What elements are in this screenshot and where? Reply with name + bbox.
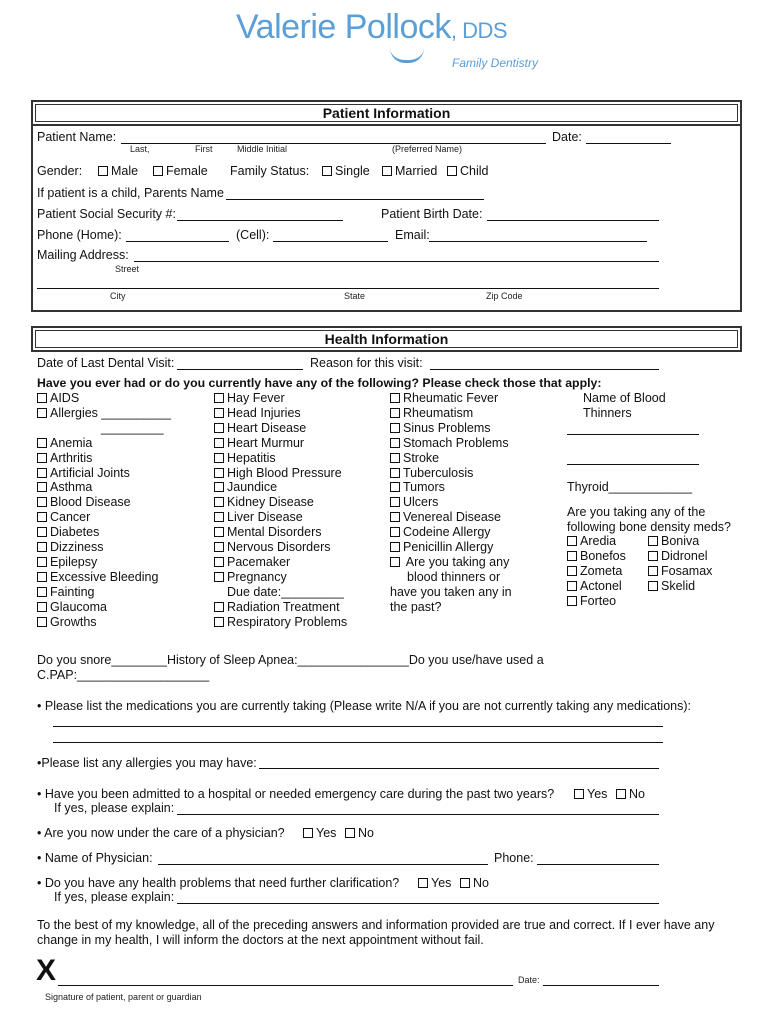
condition-checkbox[interactable] — [390, 482, 400, 492]
last-visit-field[interactable] — [177, 369, 303, 370]
condition-item[interactable]: Allergies __________ — [37, 406, 171, 421]
reason-field[interactable] — [430, 369, 659, 370]
logo-name: Valerie Pollock, DDS — [236, 8, 508, 46]
city-state-zip-field[interactable] — [37, 288, 659, 289]
yes-checkbox[interactable] — [574, 789, 584, 799]
condition-checkbox[interactable] — [37, 557, 47, 567]
condition-checkbox[interactable] — [390, 527, 400, 537]
condition-checkbox[interactable] — [37, 512, 47, 522]
bone-med-checkbox[interactable] — [567, 536, 577, 546]
condition-checkbox[interactable] — [214, 482, 224, 492]
condition-item[interactable]: Jaundice — [214, 480, 347, 495]
condition-item[interactable]: Pacemaker — [214, 555, 347, 570]
condition-item[interactable]: Codeine Allergy — [390, 525, 512, 540]
attestation-line-2: change in my health, I will inform the doctors at the next appointment without fail. — [37, 933, 484, 947]
condition-item[interactable]: Cancer — [37, 510, 171, 525]
condition-item[interactable]: Tumors — [390, 480, 512, 495]
cell-field[interactable] — [273, 241, 388, 242]
bone-med-item[interactable]: Didronel — [648, 549, 708, 563]
bone-med-item[interactable]: Fosamax — [648, 564, 712, 578]
phone-home-label: Phone (Home): — [37, 228, 122, 242]
status-single-option[interactable] — [322, 164, 370, 178]
blood-thinner-name-label-1: Name of Blood — [583, 391, 666, 405]
attestation-line-1: To the best of my knowledge, all of the preceding answers and information provided are true and correct. If I ever have any — [37, 918, 715, 932]
physician-question: • Are you now under the care of a physician? — [37, 826, 285, 840]
condition-checkbox[interactable] — [214, 497, 224, 507]
bone-med-checkbox[interactable] — [567, 596, 577, 606]
condition-item[interactable]: Rheumatism — [390, 406, 512, 421]
blood-thinners-text: blood thinners or — [407, 569, 501, 584]
medications-field-1[interactable] — [53, 726, 663, 727]
condition-checkbox[interactable] — [214, 512, 224, 522]
sub-label-first: First — [195, 144, 213, 154]
condition-item[interactable]: Excessive Bleeding — [37, 570, 171, 585]
birth-date-label: Patient Birth Date: — [381, 207, 483, 221]
yes-checkbox[interactable] — [418, 878, 428, 888]
bone-med-checkbox[interactable] — [567, 551, 577, 561]
sub-label-preferred: (Preferred Name) — [392, 144, 463, 154]
condition-item[interactable]: Diabetes — [37, 525, 171, 540]
condition-checkbox[interactable] — [214, 453, 224, 463]
admitted-question: • Have you been admitted to a hospital or needed emergency care during the past two years? — [37, 787, 555, 801]
condition-checkbox[interactable] — [390, 512, 400, 522]
conditions-column-3 — [390, 391, 512, 615]
email-label: Email: — [395, 228, 430, 242]
no-checkbox[interactable] — [460, 878, 470, 888]
zip-sub-label: Zip Code — [486, 291, 523, 301]
condition-checkbox[interactable] — [214, 408, 224, 418]
condition-item[interactable]: Hepatitis — [214, 451, 347, 466]
state-sub-label: State — [344, 291, 366, 301]
condition-checkbox[interactable] — [214, 617, 224, 627]
allergies-question: •Please list any allergies you may have: — [37, 756, 257, 770]
condition-checkbox[interactable] — [37, 572, 47, 582]
status-married-option[interactable] — [382, 164, 437, 178]
condition-checkbox[interactable] — [37, 587, 47, 597]
clarification-question: • Do you have any health problems that need further clarification? — [37, 876, 400, 890]
physician-phone-field[interactable] — [537, 864, 659, 865]
female-checkbox[interactable] — [153, 166, 163, 176]
clarify-yes-option[interactable]: Yes — [418, 876, 451, 890]
date-label: Date: — [552, 130, 582, 144]
patient-name-label: Patient Name: — [37, 130, 117, 144]
admitted-no-option[interactable]: No — [616, 787, 645, 801]
condition-checkbox[interactable] — [214, 602, 224, 612]
bone-med-item[interactable]: Boniva — [648, 534, 699, 548]
phone-home-field[interactable] — [126, 241, 229, 242]
male-checkbox[interactable] — [98, 166, 108, 176]
sub-label-last: Last, — [130, 144, 150, 154]
married-checkbox[interactable] — [382, 166, 392, 176]
no-checkbox[interactable] — [345, 828, 355, 838]
married-label: Married — [395, 164, 438, 178]
bone-med-item[interactable]: Forteo — [567, 594, 616, 608]
condition-item[interactable]: Hay Fever — [214, 391, 347, 406]
bone-med-checkbox[interactable] — [648, 551, 658, 561]
conditions-question: Have you ever had or do you currently have any of the following? Please check those that apply: — [37, 376, 602, 390]
admitted-explain-label: If yes, please explain: — [54, 801, 175, 815]
condition-item[interactable]: Head Injuries — [214, 406, 347, 421]
yes-checkbox[interactable] — [303, 828, 313, 838]
signature-caption: Signature of patient, parent or guardian — [45, 992, 202, 1002]
mailing-address-label: Mailing Address: — [37, 248, 129, 262]
ssn-field[interactable] — [177, 220, 343, 221]
condition-item[interactable]: Heart Disease — [214, 421, 347, 436]
medications-field-2[interactable] — [53, 742, 663, 743]
condition-checkbox[interactable] — [37, 393, 47, 403]
condition-item[interactable]: Asthma — [37, 480, 171, 495]
parents-name-label: If patient is a child, Parents Name — [37, 186, 224, 200]
single-checkbox[interactable] — [322, 166, 332, 176]
allergies-continuation-line[interactable]: _________ — [101, 420, 164, 435]
family-status-label: Family Status: — [230, 164, 310, 178]
blood-thinners-checkbox[interactable] — [390, 557, 400, 567]
condition-checkbox[interactable] — [390, 542, 400, 552]
condition-item[interactable]: Glaucoma — [37, 600, 171, 615]
condition-item[interactable]: Blood Disease — [37, 495, 171, 510]
city-sub-label: City — [110, 291, 126, 301]
bone-med-item[interactable]: Actonel — [567, 579, 622, 593]
condition-checkbox[interactable] — [37, 438, 47, 448]
blood-thinner-name-field-2[interactable] — [567, 464, 699, 465]
cpap-line[interactable]: C.PAP:___________________ — [37, 668, 210, 682]
condition-item[interactable]: Tuberculosis — [390, 466, 512, 481]
blood-thinner-name-label-2: Thinners — [583, 406, 632, 420]
child-checkbox[interactable] — [447, 166, 457, 176]
no-checkbox[interactable] — [616, 789, 626, 799]
smile-icon — [390, 48, 424, 63]
logo-tagline: Family Dentistry — [452, 56, 539, 70]
condition-item[interactable]: Dizziness — [37, 540, 171, 555]
bone-density-question-1: Are you taking any of the — [567, 505, 706, 519]
admitted-explain-field[interactable] — [177, 814, 659, 815]
physician-yes-option[interactable]: Yes — [303, 826, 336, 840]
condition-item[interactable]: Anemia — [37, 436, 171, 451]
patient-info-box — [31, 100, 742, 312]
signature-date-field[interactable] — [543, 985, 659, 986]
condition-item[interactable]: Arthritis — [37, 451, 171, 466]
condition-item[interactable]: Respiratory Problems — [214, 615, 347, 630]
bone-med-checkbox[interactable] — [648, 566, 658, 576]
condition-item[interactable]: Nervous Disorders — [214, 540, 347, 555]
condition-item[interactable]: AIDS — [37, 391, 171, 406]
condition-checkbox[interactable] — [214, 468, 224, 478]
condition-checkbox[interactable] — [37, 408, 47, 418]
blood-thinners-text: the past? — [390, 599, 442, 614]
physician-name-field[interactable] — [158, 864, 488, 865]
thyroid-field[interactable]: Thyroid____________ — [567, 480, 693, 494]
condition-checkbox[interactable] — [390, 497, 400, 507]
status-child-option[interactable] — [447, 164, 489, 178]
bone-med-checkbox[interactable] — [567, 566, 577, 576]
condition-checkbox[interactable] — [214, 557, 224, 567]
condition-checkbox[interactable] — [214, 423, 224, 433]
condition-checkbox[interactable] — [390, 393, 400, 403]
condition-item[interactable]: Rheumatic Fever — [390, 391, 512, 406]
condition-item[interactable]: Venereal Disease — [390, 510, 512, 525]
condition-item[interactable]: Heart Murmur — [214, 436, 347, 451]
sleep-apnea-line[interactable]: Do you snore________History of Sleep Apnea:________________Do you use/have used a — [37, 653, 544, 667]
birth-date-field[interactable] — [487, 220, 659, 221]
bone-med-checkbox[interactable] — [648, 536, 658, 546]
bone-med-item[interactable]: Zometa — [567, 564, 622, 578]
due-date-field[interactable]: Due date:_________ — [227, 584, 344, 599]
ssn-label: Patient Social Security #: — [37, 207, 176, 221]
admitted-yes-option[interactable]: Yes — [574, 787, 607, 801]
cell-label: (Cell): — [236, 228, 270, 242]
condition-item[interactable]: Epilepsy — [37, 555, 171, 570]
condition-checkbox[interactable] — [214, 438, 224, 448]
condition-item[interactable]: High Blood Pressure — [214, 466, 347, 481]
physician-phone-label: Phone: — [494, 851, 534, 865]
patient-info-title: Patient Information — [31, 100, 742, 126]
physician-no-option[interactable]: No — [345, 826, 374, 840]
condition-item[interactable]: Stomach Problems — [390, 436, 512, 451]
condition-checkbox[interactable] — [37, 542, 47, 552]
gender-female-option[interactable] — [153, 164, 208, 178]
condition-checkbox[interactable] — [390, 468, 400, 478]
condition-checkbox[interactable] — [37, 497, 47, 507]
condition-checkbox[interactable] — [37, 482, 47, 492]
date-field[interactable] — [586, 143, 671, 144]
reason-label: Reason for this visit: — [310, 356, 423, 370]
condition-checkbox[interactable] — [214, 393, 224, 403]
condition-checkbox[interactable] — [390, 438, 400, 448]
condition-item[interactable]: Radiation Treatment — [214, 600, 347, 615]
gender-male-option[interactable] — [98, 164, 138, 178]
health-info-title: Health Information — [31, 326, 742, 352]
condition-checkbox[interactable] — [214, 572, 224, 582]
condition-checkbox[interactable] — [390, 423, 400, 433]
condition-checkbox[interactable] — [37, 617, 47, 627]
patient-name-field[interactable] — [121, 143, 546, 144]
last-visit-label: Date of Last Dental Visit: — [37, 356, 175, 370]
physician-name-label: • Name of Physician: — [37, 851, 153, 865]
condition-item[interactable]: Fainting — [37, 585, 171, 600]
condition-item[interactable]: Growths — [37, 615, 171, 630]
condition-checkbox[interactable] — [214, 542, 224, 552]
medications-question: • Please list the medications you are currently taking (Please write N/A if you are not currently taking any medications): — [37, 699, 691, 713]
gender-label: Gender: — [37, 164, 83, 178]
bone-med-checkbox[interactable] — [648, 581, 658, 591]
condition-item[interactable]: Mental Disorders — [214, 525, 347, 540]
email-field[interactable] — [429, 241, 647, 242]
single-label: Single — [335, 164, 370, 178]
condition-item[interactable]: Kidney Disease — [214, 495, 347, 510]
condition-item[interactable]: Stroke — [390, 451, 512, 466]
female-label: Female — [166, 164, 208, 178]
bone-med-item[interactable]: Aredia — [567, 534, 616, 548]
sub-label-middle: Middle Initial — [237, 144, 288, 154]
condition-checkbox[interactable] — [37, 453, 47, 463]
signature-field[interactable] — [58, 985, 513, 986]
condition-checkbox[interactable] — [37, 602, 47, 612]
conditions-column-2 — [214, 391, 347, 630]
clarify-explain-label: If yes, please explain: — [54, 890, 175, 904]
blood-thinner-name-field-1[interactable] — [567, 434, 699, 435]
bone-med-item[interactable]: Bonefos — [567, 549, 626, 563]
parents-name-field[interactable] — [226, 199, 484, 200]
condition-checkbox[interactable] — [390, 408, 400, 418]
condition-checkbox[interactable] — [390, 453, 400, 463]
male-label: Male — [111, 164, 139, 178]
clarify-explain-field[interactable] — [177, 903, 659, 904]
allergies-field[interactable] — [259, 768, 659, 769]
bone-density-question-2: following bone density meds? — [567, 520, 731, 534]
condition-item[interactable]: Penicillin Allergy — [390, 540, 512, 555]
condition-item[interactable]: Pregnancy — [214, 570, 347, 585]
condition-checkbox[interactable] — [37, 468, 47, 478]
signature-date-label: Date: — [518, 975, 540, 985]
condition-item[interactable]: Liver Disease — [214, 510, 347, 525]
bone-med-item[interactable]: Skelid — [648, 579, 695, 593]
condition-checkbox[interactable] — [214, 527, 224, 537]
conditions-column-1 — [37, 391, 171, 630]
clarify-no-option[interactable]: No — [460, 876, 489, 890]
signature-x-mark: X — [36, 954, 57, 987]
street-sub-label: Street — [115, 264, 140, 274]
condition-item[interactable]: Sinus Problems — [390, 421, 512, 436]
child-label: Child — [460, 164, 489, 178]
blood-thinners-text: have you taken any in — [390, 584, 512, 599]
bone-med-checkbox[interactable] — [567, 581, 577, 591]
street-field[interactable] — [134, 261, 659, 262]
condition-item[interactable]: Ulcers — [390, 495, 512, 510]
condition-checkbox[interactable] — [37, 527, 47, 537]
blood-thinners-item[interactable]: Are you taking any — [390, 555, 512, 570]
condition-item[interactable]: Artificial Joints — [37, 466, 171, 481]
